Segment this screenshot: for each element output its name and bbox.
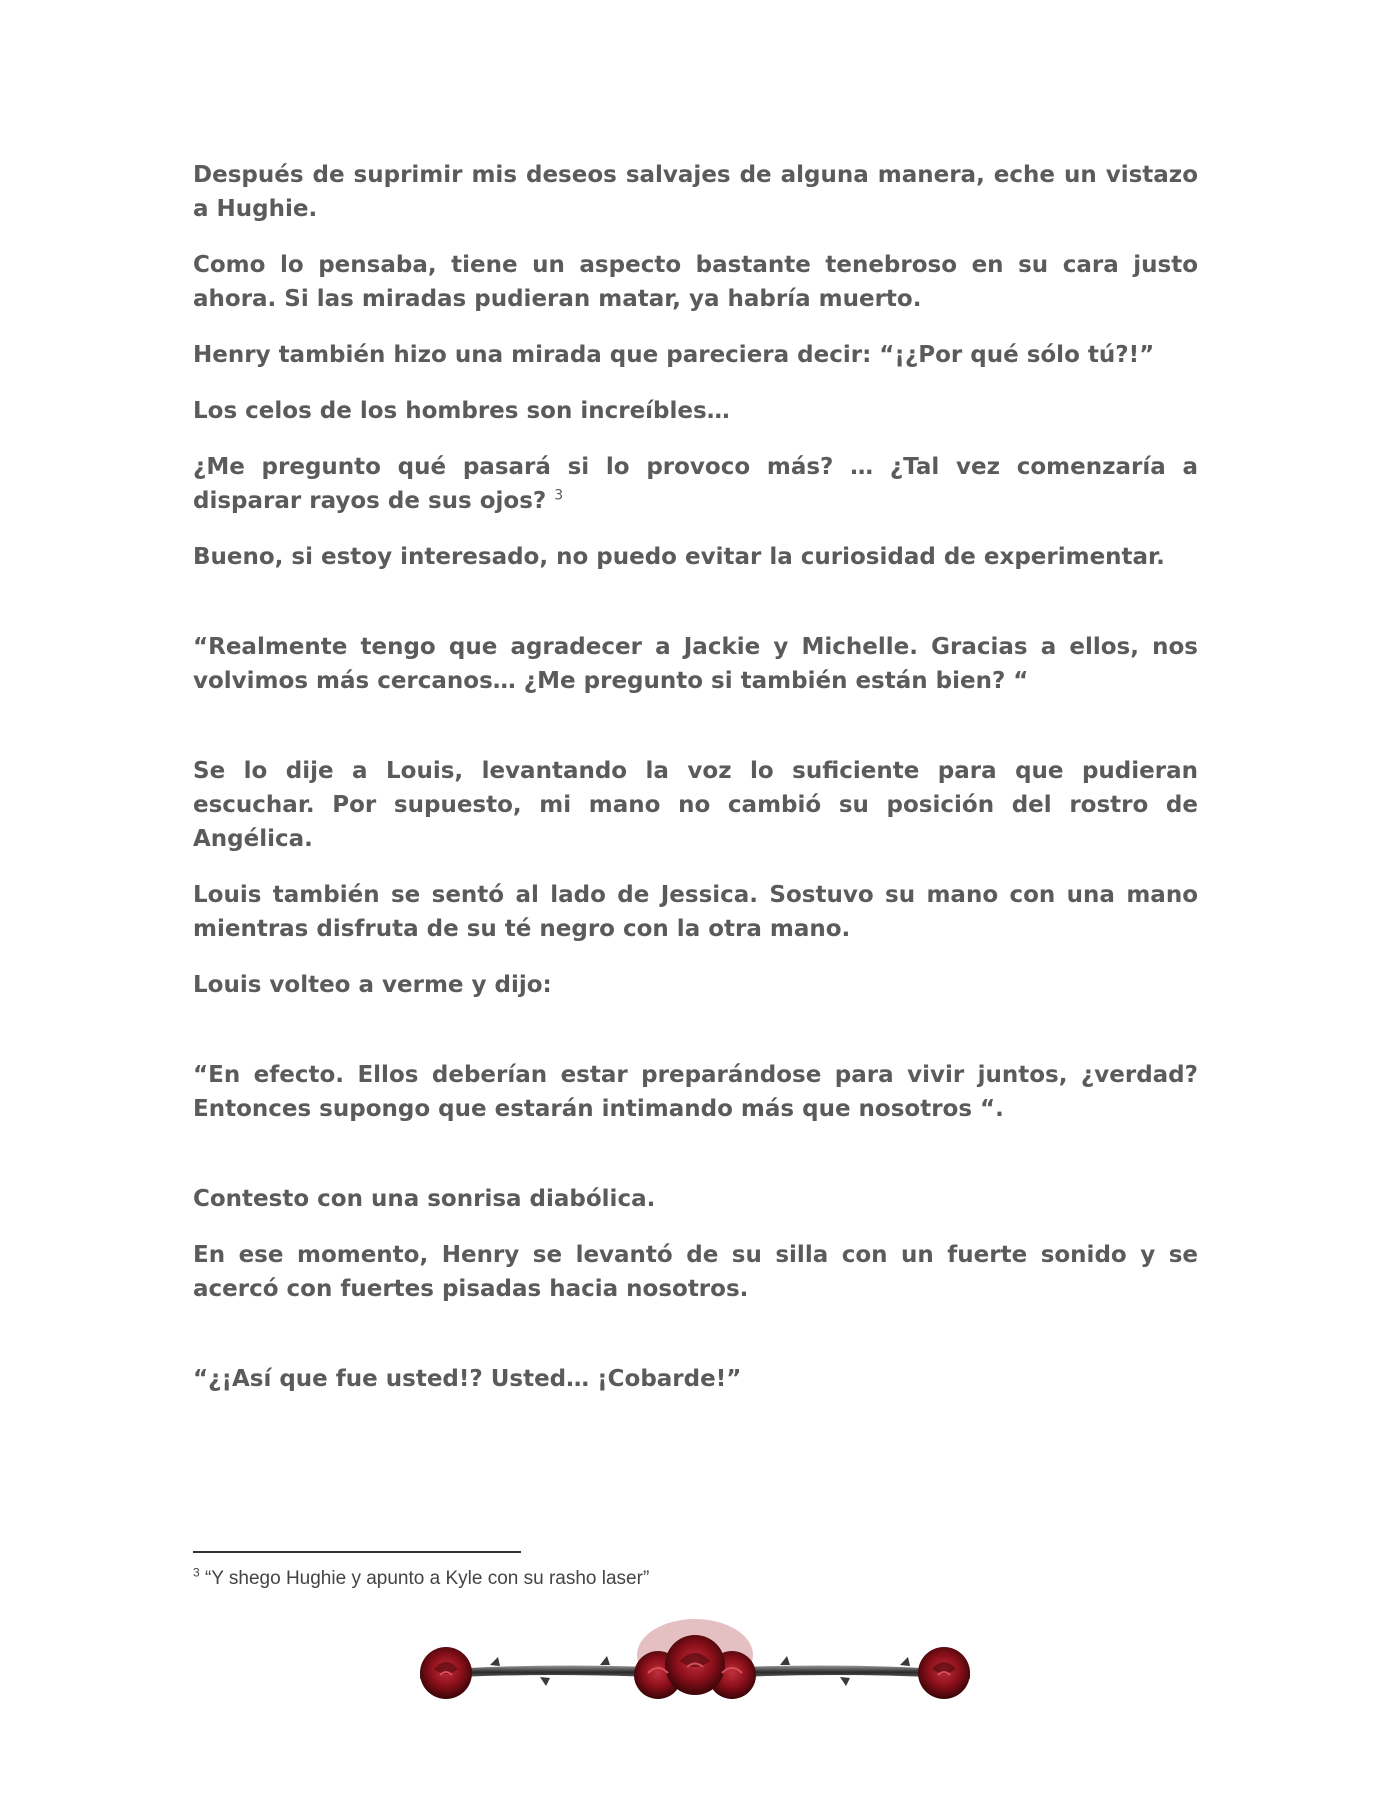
paragraph-with-footnote [193, 450, 1198, 518]
paragraph: Los celos de los hombres son increíbles… [193, 398, 730, 424]
rose-right [918, 1647, 970, 1699]
dialog-paragraph: “Realmente tengo que agradecer a Jackie y Michelle. Gracias a ellos, nos volvimos más cercanos… ¿Me pregunto si también están bien? “ [193, 634, 1198, 694]
paragraph: Como lo pensaba, tiene un aspecto bastante tenebroso en su cara justo ahora. Si las miradas pudieran matar, ya habría muerto. [193, 252, 1198, 312]
footnote-separator [193, 1551, 521, 1553]
paragraph: Bueno, si estoy interesado, no puedo evitar la curiosidad de experimentar. [193, 544, 1165, 570]
footnote-text: “Y shego Hughie y apunto a Kyle con su rasho laser” [204, 1568, 650, 1589]
paragraph: Henry también hizo una mirada que pareciera decir: “¡¿Por qué sólo tú?!” [193, 342, 1155, 368]
paragraph: Contesto con una sonrisa diabólica. [193, 1186, 656, 1212]
dialog-paragraph: “¿¡Así que fue usted!? Usted… ¡Cobarde!” [193, 1366, 742, 1392]
dialog-paragraph: “En efecto. Ellos deberían estar preparándose para vivir juntos, ¿verdad? Entonces supongo que estarán intimando más que nosotros “. [193, 1062, 1198, 1122]
rose-left [420, 1647, 472, 1699]
footnote-number: 3 [193, 1565, 200, 1580]
rose-vine-ornament-icon [400, 1605, 990, 1715]
paragraph: Se lo dije a Louis, levantando la voz lo suficiente para que pudieran escuchar. Por supuesto, mi mano no cambió su posición del rostro de Angélica. [193, 758, 1198, 852]
paragraph: Louis también se sentó al lado de Jessica. Sostuvo su mano con una mano mientras disfruta de su té negro con la otra mano. [193, 882, 1198, 942]
body-text [193, 158, 1198, 1452]
paragraph: En ese momento, Henry se levantó de su silla con un fuerte sonido y se acercó con fuertes pisadas hacia nosotros. [193, 1242, 1198, 1302]
footnote [193, 1566, 1198, 1592]
paragraph: Después de suprimir mis deseos salvajes de alguna manera, eche un vistazo a Hughie. [193, 162, 1198, 222]
paragraph: Louis volteo a verme y dijo: [193, 972, 552, 998]
footnote-reference[interactable]: 3 [554, 487, 564, 504]
paragraph-text: ¿Me pregunto qué pasará si lo provoco más? … ¿Tal vez comenzaría a disparar rayos de sus ojos? [193, 454, 1198, 514]
